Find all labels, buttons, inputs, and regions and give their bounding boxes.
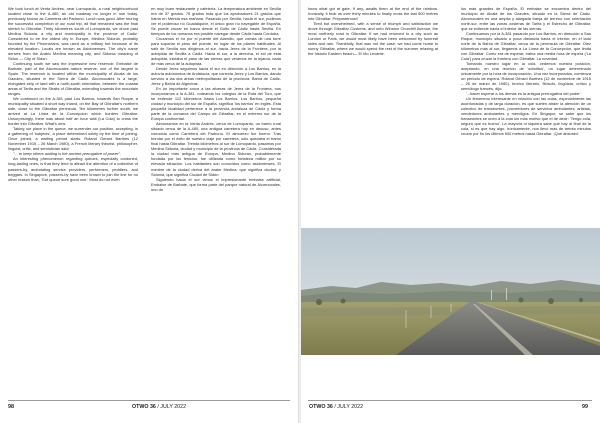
magazine-name: OTWO — [132, 404, 149, 410]
paragraph: Continuing south we saw the impressive new reservoir, Embalse de Barbate, part of the Alcornocales nature reserve, one of the largest in Spain. The reservoir is located within the municipality of Alcala de los Gazules, situated in the Sierra de Cadiz. Alcornocales is a large, elongated strip of land with a north-south orientation, between the coastal areas of Tarifa and the Straits of Gibraltar, extending towards the mountain ranges. — [8, 61, 138, 97]
footer-rule — [308, 400, 592, 401]
issue-number: 36 — [326, 404, 333, 410]
footer-page-number-right — [582, 402, 588, 412]
paragraph: En un importante cruce a las afueras de Jerez de la Frontera, nos incorporamos a la A-381, rodeando los colegios de la Ruta del Toro, que se extiende 112 kilómetros hasta Los Barrios. Los Barrios, pequeña ciudad y municipio del sur de España, significa 'los barrios' en inglés. Esta pequeña localidad pertenece a la provincia andaluza de Cádiz y forma parte de la comarca del Campo de Gibraltar, en el extremo sur de la Europa continental. — [151, 86, 281, 122]
issue-number: 36 — [149, 404, 156, 410]
paragraph: Desde Jerez seguimos hacia el sur en dirección a Los Barrios, en la autovía autonómica de Andalucía, que conecta Jerez y Los Barrios, dando servicio a las dos áreas metropolitanas de la provincia: Bahía de Cádiz-Jerez y Bahía de Algeciras. — [151, 66, 281, 87]
left-page — [0, 0, 299, 423]
english-column-right-page — [308, 6, 438, 64]
issue-date: / JULY 2022 — [334, 404, 364, 410]
paragraph: Siguiendo hacia el sur vimos el impresionante embalse artificial, Embalse de Barbate, que forma parte del parque natural de Alcornocales, uno de — [151, 176, 281, 192]
footer-magazine-right — [309, 402, 363, 412]
right-page — [301, 0, 600, 423]
paragraph: An interesting phenomenon regarding queues, especially cordoned, long-lasting ones, is that they tend to attract the attention of a collective of passers-by, ambulating service providers, performers, peddlers, and beggars. In Singapore, passers-by have been known to join the line for no other reason than, 'Got queue sure good one.' Most do not even — [8, 156, 138, 182]
paragraph: know what got at gate. If any, awaits them at the end of the rainbow. Ironically, it took us over thirty minutes to finally cross the last 500 metres into Gibraltar. Preposterous!! — [308, 6, 438, 22]
spanish-column-left-page — [151, 6, 281, 342]
paragraph: Almorzamos en la Venta Andrés, cerca de Lomopardo, un barrio rural situado cerca de la A-480, una antigua carretera hoy en desuso, antes conocida como Carretera del Padrono. El almuerzo fue bueno. Tras brindar por el éxito de nuestro viaje por carretera, sólo quedaba el tramo final hasta Gibraltar. Treinta kilómetros al sur de Lomopardo, pasamos por Medina Sidonia, ciudad y municipio de la provincia de Cádiz. Considerada la ciudad más antigua de Europa, Medina Sidonia, probablemente fundada por los fenicios, fue utilizada como fortaleza militar por su elevada situación. Los habitantes son conocidos como asidonenses. El nombre de la ciudad deriva del árabe Medina, que significa ciudad, y Sidonia, que significa Ciudad de Sidón. — [151, 121, 281, 177]
english-column-left-page — [8, 6, 138, 342]
paragraph: Tired but overwhelmed, with a sense of triumph and satisfaction we drove through Gibraltar Customs, and onto Winston Churchill Avenue, the most northerly road in Gibraltar. If we had returned to a city such as London or Paris, we would most likely have been welcomed by funereal skies and rain. Thankfully, that was not the case, we had come home to sunny Gibraltar, where we would spend the rest of the summer relaxing at the historic Eastern beach— El Mo Levante. — [308, 21, 438, 57]
page-number: 99 — [582, 404, 588, 410]
issue-date: / JULY 2022 — [157, 404, 187, 410]
spanish-column-right-page — [461, 6, 591, 224]
paragraph: Taking our place in the queue, we surrender our position, accepting, in a gathering of 'subjects', a place determined solely by the time of joining. Once joined, a waiting period starts. Roland Gerard Barthes (12 November 1915 – 26 March 1980), a French literary theorist, philosopher, linguist, critic, and semiotician said; — [8, 126, 138, 152]
paragraph: We continued on the A-381 past Los Barrios, towards San Roque, a municipality situated a short way inland, on the Bay of Gibraltar's northern side, close to the Gibraltar peninsula. Ten kilometres further south, we arrived at La Linea de la Concepcion which borders Gibraltar. Unsurprisingly, there was about half an hour wait (La Cola) to cross the border into Gibraltar. What's new. — [8, 96, 138, 127]
magazine-name: OTWO — [309, 404, 326, 410]
paragraph: Tomando nuestro lugar en la cola, cedemos nuestra posición, aceptando, en una reunión de 'súbditos', un lugar determinado únicamente por la hora de incorporación. Una vez incorporados, comienza un periodo de espera. Roland Gérard Barthes (12 de noviembre de 1915 – 26 de marzo de 1980), teórico literario, filósofo, lingüista, crítico y semiólogo francés, dijo: — [461, 61, 591, 92]
footer-rule — [8, 400, 290, 401]
footer-magazine-left — [132, 402, 186, 412]
barthes-quote: "... to keep others waiting is the ancient prerogative of power". — [13, 151, 121, 157]
paragraph: We took lunch at Venta Andres, near Lomopardo, a rural neighbourhood located close to the A-480, an old roadway no longer in use today, previously known as Carretera del Padrono. Lunch was good. After touring the successful completion of our road trip, all that remained was the final stretch to Gibraltar. Thirty kilometres south of Lomopardo, we drove past Medina Sidonia, a city and municipality in the province of Cadiz. Considered to be the oldest city in Europe, Medina Sidonia, probably founded by the Phoenicians, was used as a military fort because of its elevated location. Locals are known as Asidonenses. The city's name derives from the Arabic Medina meaning city, and Sidonia meaning of Sidon — City of Sidon. — [8, 6, 138, 62]
paragraph: en muy buen restaurante y cafetería. La temperatura ambiente en Sevilla era de 37 grados. 75 grados más que los aprobadores 21 grados que había en Mérida esa mañana. Pasando por Sevilla, hacia el sur, pudimos ver el poderoso río Guadalquivir, el único gran río navegable de España. Se puede cruzar en barco desde el Golfo de Cádiz hasta Sevilla. En tiempos de los romanos era posible navegar desde Cádiz hasta Córdoba. — [151, 6, 281, 37]
paragraph: Un fenómeno interesante en relación con las colas, especialmente las acordonadas y de larga duración, es que suelen atraer la atención de un colectivo de transeúntes, proveedores de servicios ambulantes, artistas, vendedores ambulantes y mendigos. En Singapur, se sabe que los transeúntes se unen a la cola sin más motivo que el de decir: 'Tengo cola, seguro que es bueno'. La mayoría ni siquiera sabe qué hay al final de la cola, si es que hay algo. Irónicamente, nos llevó más de treinta minutos cruzar por fin los últimos 500 metros hasta Gibraltar. ¡Qué absurdo! — [461, 96, 591, 137]
road-landscape-photo-svg — [301, 228, 600, 355]
paragraph: '...hacer esperar a los demás es la antigua prerrogativa del poder'. — [466, 91, 582, 97]
footer-page-number-left — [8, 402, 14, 412]
paragraph: Continuamos por la A-381 pasando por Los Barrios, en dirección a San Roque, municipio situado a poca distancia hacia el interior, en el lado norte de la Bahía de Gibraltar, cerca de la península de Gibraltar. Diez kilómetros más al sur, llegamos a La Línea de la Concepción, que limita con Gibraltar. Como era de esperar, había una media hora de espera ('La Cola') para cruzar la frontera con Gibraltar. La novedad. — [461, 31, 591, 62]
road-landscape-photo — [301, 228, 600, 355]
paragraph: Cruzamos el río por el puente del Alamillo, que consta de una torre para soportar el peso del puente, en lugar de los pilares habituales. Al salir de Sevilla nos dirigimos al sur, hacia Jerez de la Frontera, por la autopista de Sevilla a Cádiz. Hacia el sur, a la derecha, el sol de esta autopista, iniciaba el paso de las sierras que veíamos en la lejanía, nada de más cerca de la autopista. — [151, 36, 281, 67]
page-number: 98 — [8, 404, 14, 410]
paragraph: los más grandes de España. El embalse se encuentra dentro del municipio de Alcalá de los Gazules, situado en la Sierra de Cádiz. Alcornocales es una amplia y alargada franja de terreno con orientación norte-sur, entre las zonas costeras de Tarifa y el Estrecho de Gibraltar, que se extiende hacia el interior de las sierras. — [461, 6, 591, 32]
